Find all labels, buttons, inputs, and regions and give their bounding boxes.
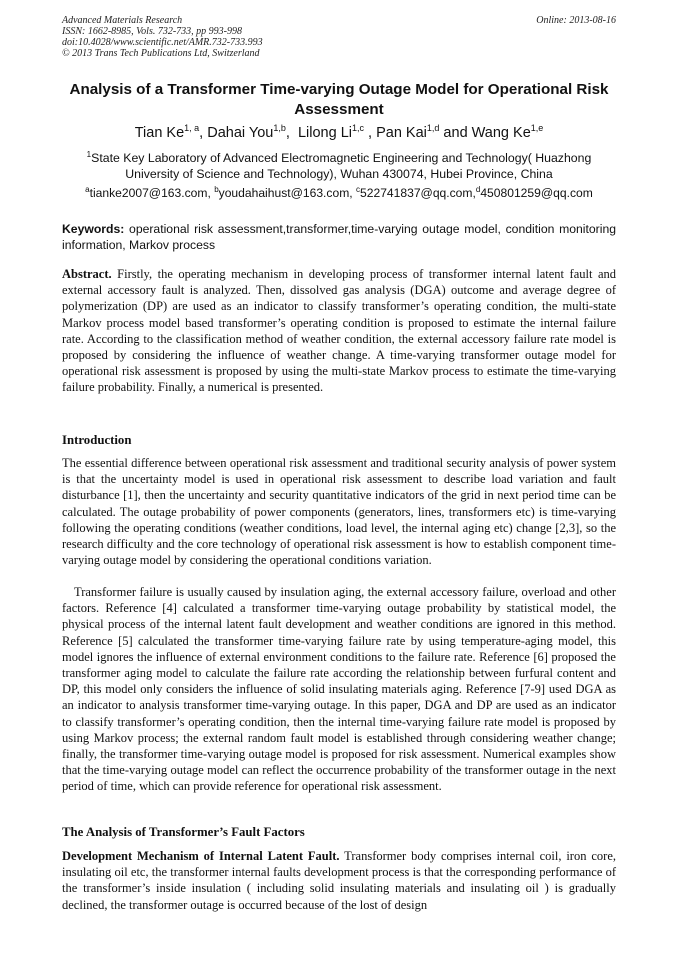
author-affiliation-mark: 1,e (530, 123, 544, 133)
author-affiliation-mark: 1, a (184, 123, 200, 133)
issn-line: ISSN: 1662-8985, Vols. 732-733, pp 993-998 (62, 26, 242, 37)
email-mark: b (214, 185, 219, 194)
author-affiliation-mark: 1,d (426, 123, 440, 133)
author-affiliation-mark: 1,b (273, 123, 286, 133)
email-address[interactable]: tianke2007@163.com (89, 186, 208, 200)
introduction-paragraph-2: Transformer failure is usually caused by insulation aging, the external accessory failure, overload and other factors. Reference [4] calculated a transformer time-varying outage probability by statistical model, the physical process of the internal latent fault development and weather conditions are ignored in this method. Reference [5] calculated the transformer time-varying failure rate by using temperature-aging model, this model ignores the influence of external environment conditions to the failure rate. Reference [6] proposed the transformer aging model to calculate the failure rate according the relationship between furfural content and DP, this model only considers the influence of solid insulating materials aging. Reference [7-9] used DGA as an indicator to analysis transformer time-varying outage. In this paper, DGA and DP are used as an indicator to classify transformer’s operating condition, then the internal time-varying failure rate model is proposed by using Markov process; the external random fault model is established through considering weather change; finally, the transformer time-varying outage model is proposed for risk assessment. Numerical examples show that the time-varying outage model can reflect the occurrence probability of the transformer outage in the next period of time, which can provide reference for operational risk assessment. (62, 585, 616, 794)
affiliation (62, 150, 616, 182)
doi-line: doi:10.4028/www.scientific.net/AMR.732-733.993 (62, 37, 263, 48)
author-list: Tian Ke$^{1, a}$, Dahai You$^{1,b}$, Lilong Li$^{1,c}$ , Pan Kai$^{1,d}$ and Wang Ke$^{1,e}$ (134, 123, 544, 141)
email-address[interactable]: 522741837@qq.com (360, 186, 473, 200)
abstract-label: Abstract. (62, 267, 112, 281)
section-heading-introduction: Introduction (62, 433, 132, 447)
author-name: Lilong Li (297, 125, 352, 141)
email-address[interactable]: 450801259@qq.com (480, 186, 593, 200)
online-date: Online: 2013-08-16 (536, 15, 616, 26)
abstract (62, 266, 616, 396)
journal-header (62, 15, 616, 59)
email-mark: d (475, 185, 481, 194)
author-name: Tian Ke (134, 125, 185, 141)
author-affiliation-mark: 1,c (351, 123, 364, 133)
email-mark: a (85, 185, 90, 194)
subsection-label: Development Mechanism of Internal Latent Fault. (62, 849, 340, 863)
keywords (62, 221, 616, 253)
affiliation-text: State Key Laboratory of Advanced Electromagnetic Engineering and Technology( Huazhong University of Science and Technology), Wuhan 430074, Hubei Province, China (91, 151, 592, 181)
author-name: Dahai You (207, 125, 274, 141)
introduction-paragraph-1: The essential difference between operational risk assessment and traditional security analysis of power system is that the uncertainty model is used in operational risk assessment to describe load variation and fault disturbance [1], then the uncertainty and security quantitative indicators of the grid in next period time can be calculated. The outage probability of power components (generators, lines, transformers etc) is time-varying following the operating conditions (weather conditions, load level, the internal aging etc) change [2,3], so the research difficulty and the core technology of operational risk assessment is how to establish component time-varying outage model by considering the operational conditions variation. (62, 456, 616, 568)
copyright-line: © 2013 Trans Tech Publications Ltd, Switzerland (62, 48, 260, 59)
section-heading-fault-factors: The Analysis of Transformer’s Fault Factors (62, 825, 305, 839)
paper-title: Analysis of a Transformer Time-varying Outage Model for Operational Risk Assessment (69, 81, 609, 118)
affiliation-mark: 1 (86, 150, 92, 159)
journal-name: Advanced Materials Research (62, 15, 183, 26)
email-address[interactable]: youdahaihust@163.com (218, 186, 350, 200)
keywords-label: Keywords: (62, 222, 125, 236)
fault-development-paragraph (62, 848, 616, 913)
author-name: Wang Ke (471, 125, 531, 141)
abstract-text: Firstly, the operating mechanism in developing process of transformer internal latent fault and external accessory fault is analyzed. Then, dissolved gas analysis (DGA) outcome and average degree of polymerization (DP) are used as an indicator to classify transformer’s operating condition, the multi-state Markov process model based transformer’s operating condition is proposed to estimate the internal failure rate. According to the classification method of weather condition, the external accessory failure rate model is proposed by considering the influence of weather change. A time-varying transformer outage model for operational risk assessment is proposed by using the multi-state Markov process to estimate the time-varying failure probability. Finally, a numerical is presented. (62, 267, 616, 395)
email-mark: c (356, 185, 361, 194)
fault-development-text: Transformer body comprises internal coil, iron core, insulating oil etc, the transformer internal faults development process is that the corresponding performance of the transformer’s inside insulation ( including solid insulating materials and insulating oil ) is gradually declined, the transformer outage is occurred because of the lost of design (62, 849, 616, 912)
email-list: $^a$tianke2007@163.com, $^b$youdahaihust@163.com, $^c$522741837@qq.com,$^d$450801259@qq.com (85, 185, 593, 200)
keywords-text: operational risk assessment,transformer,time-varying outage model, condition monitoring information, Markov process (62, 222, 616, 252)
author-name: Pan Kai (376, 125, 427, 141)
